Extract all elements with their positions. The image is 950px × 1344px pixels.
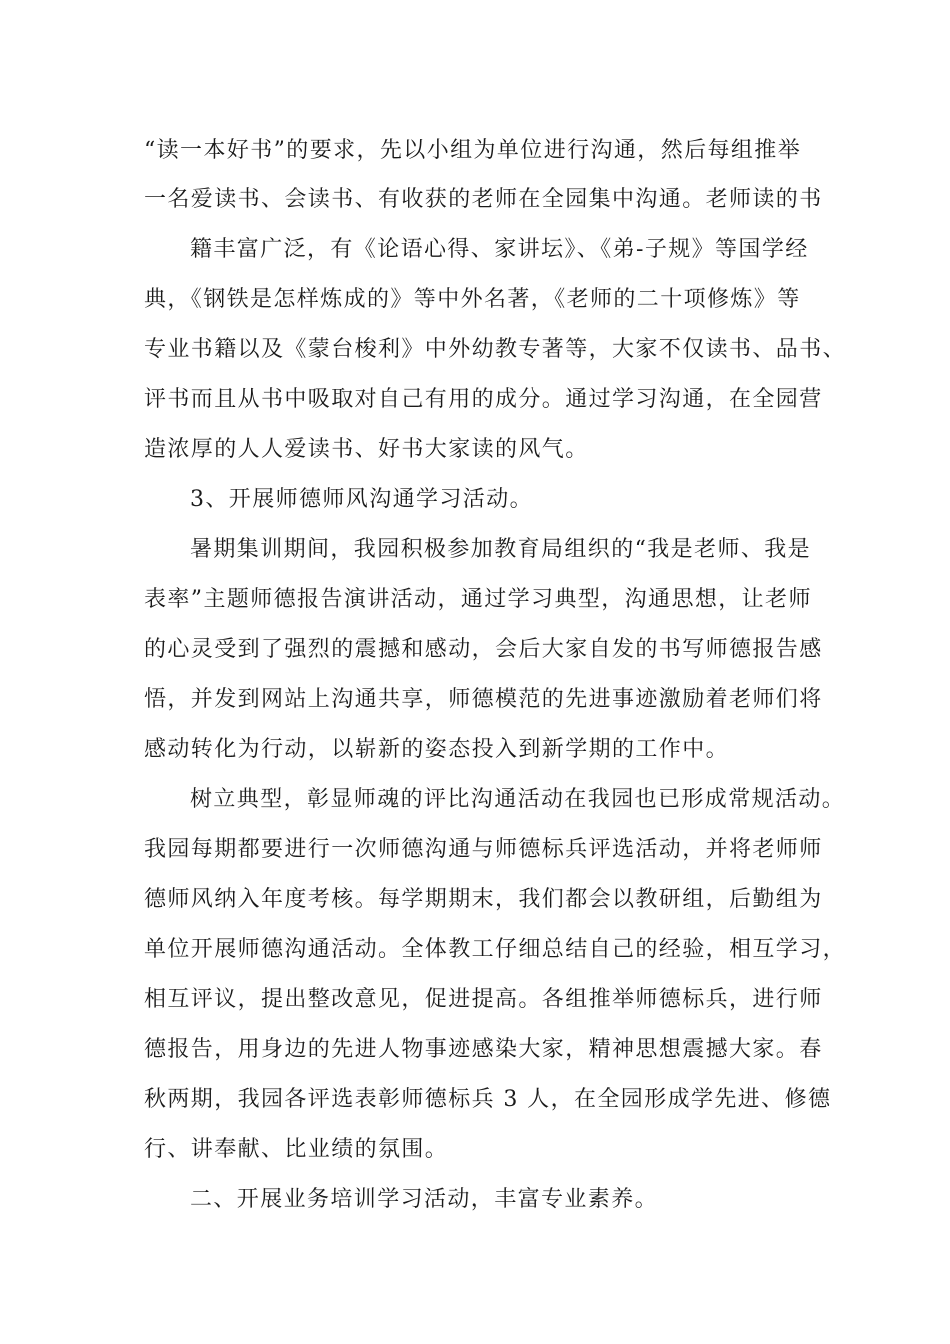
text-line: 典，《钢铁是怎样炼成的》等中外名著，《老师的二十项修炼》等 <box>144 287 801 312</box>
section-heading: 3、开展师德师风沟通学习活动。 <box>190 487 533 512</box>
text-line: 德报告，用身边的先进人物事迹感染大家，精神思想震撼大家。春 <box>144 1037 823 1062</box>
text-line: 德师风纳入年度考核。每学期期末，我们都会以教研组，后勤组为 <box>144 887 823 912</box>
text-line: 评书而且从书中吸取对自己有用的成分。通过学习沟通，在全园营 <box>144 387 823 412</box>
text-line: 单位开展师德沟通活动。全体教工仔细总结自己的经验，相互学习， <box>144 937 847 962</box>
text-line: 行、讲奉献、比业绩的氛围。 <box>144 1137 449 1162</box>
text-line: 造浓厚的人人爱读书、好书大家读的风气。 <box>144 437 589 462</box>
text-line: 悟，并发到网站上沟通共享，师德模范的先进事迹激励着老师们将 <box>144 687 823 712</box>
text-line: 相互评议，提出整改意见，促进提高。各组推举师德标兵，进行师 <box>144 987 823 1012</box>
text-line: 一名爱读书、会读书、有收获的老师在全园集中沟通。老师读的书 <box>144 187 823 212</box>
text-line: 树立典型，彰显师魂的评比沟通活动在我园也已形成常规活动。 <box>190 787 846 812</box>
text-line: 专业书籍以及《蒙台梭利》中外幼教专著等，大家不仅读书、品书、 <box>144 337 847 362</box>
section-heading: 二、开展业务培训学习活动，丰富专业素养。 <box>190 1187 659 1212</box>
text-line: “读一本好书”的要求，先以小组为单位进行沟通，然后每组推举 <box>144 138 802 163</box>
text-line: 我园每期都要进行一次师德沟通与师德标兵评选活动，并将老师师 <box>144 837 823 862</box>
text-line: 感动转化为行动，以崭新的姿态投入到新学期的工作中。 <box>144 737 730 762</box>
text-line: 籍丰富广泛，有《论语心得、家讲坛》、《弟-子规》等国学经 <box>190 237 809 262</box>
text-line: 暑期集训期间，我园积极参加教育局组织的“我是老师、我是 <box>190 537 812 562</box>
text-line: 的心灵受到了强烈的震撼和感动，会后大家自发的书写师德报告感 <box>144 637 823 662</box>
text-line: 秋两期，我园各评选表彰师德标兵 3 人，在全园形成学先进、修德 <box>144 1087 832 1112</box>
text-line: 表率”主题师德报告演讲活动，通过学习典型，沟通思想，让老师 <box>144 587 812 612</box>
